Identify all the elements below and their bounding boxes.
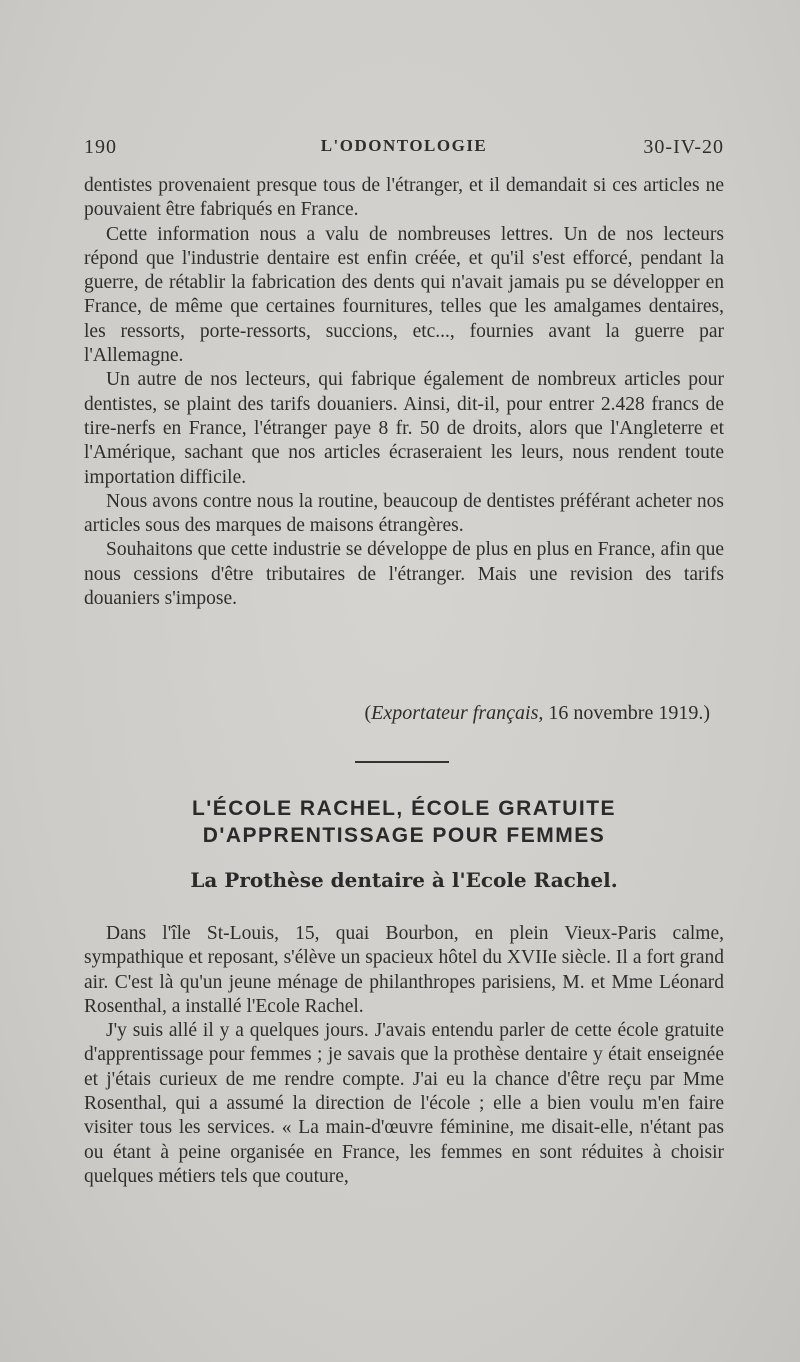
source-citation bbox=[84, 702, 710, 725]
paragraph: Dans l'île St-Louis, 15, quai Bourbon, en plein Vieux-Paris calme, sympathique et reposant, s'élève un spacieux hôtel du XVIIe siècle. Il a fort grand air. C'est là qu'un jeune ménage de philanthropes parisiens, M. et Mme Léonard Rosenthal, a installé l'Ecole Rachel. bbox=[84, 923, 724, 1017]
issue-date: 30-IV-20 bbox=[643, 136, 724, 158]
article-title-line-2: D'APPRENTISSAGE POUR FEMMES bbox=[202, 824, 606, 847]
source-date: 16 novembre 1919.) bbox=[543, 702, 710, 724]
paragraph: Souhaitons que cette industrie se développe de plus en plus en France, afin que nous cessions d'être tributaires de l'étranger. Mais une revision des tarifs douaniers s'impose. bbox=[84, 539, 724, 610]
paragraph: Cette information nous a valu de nombreuses lettres. Un de nos lecteurs répond que l'industrie dentaire est enfin créée, et qu'il s'est efforcé, pendant la guerre, de rétablir la fabrication des dents qui n'avait jamais pu se développer en France, de même que certaines fournitures, telles que les amalgames dentaires, les ressorts, porte-ressorts, succions, etc..., fournies avant la guerre par l'Allemagne. bbox=[84, 223, 724, 367]
paragraph: dentistes provenaient presque tous de l'étranger, et il demandait si ces articles ne pouvaient être fabriqués en France. bbox=[84, 175, 724, 221]
article-subtitle: La Prothèse dentaire à l'Ecole Rachel. bbox=[190, 868, 618, 892]
paragraph: Un autre de nos lecteurs, qui fabrique également de nombreux articles pour dentistes, se plaint des tarifs douaniers. Ainsi, dit-il, pour entrer 2.428 francs de tire-nerfs en France, l'étranger paye 8 fr. 50 de droits, alors que l'Angleterre et l'Amérique, sachant que nos articles écraseraient les leurs, nous rendent toute importation difficile. bbox=[84, 369, 724, 488]
article-body bbox=[84, 174, 724, 611]
page-number: 190 bbox=[84, 136, 117, 158]
journal-title: L'ODONTOLOGIE bbox=[320, 136, 488, 155]
paragraph: J'y suis allé il y a quelques jours. J'avais entendu parler de cette école gratuite d'apprentissage pour femmes ; je savais que la prothèse dentaire y était enseignée et j'étais curieux de me rendre compte. J'ai eu la chance d'être reçu par Mme Rosenthal, qui a assumé la direction de l'école ; elle a bien voulu m'en faire visiter tous les services. « La main-d'œuvre féminine, me disait-elle, n'étant pas ou étant à peine organisée en France, les femmes en sont réduites à choisir quelques métiers tels que couture, bbox=[84, 1020, 724, 1187]
paragraph: Nous avons contre nous la routine, beaucoup de dentistes préférant acheter nos articles sous des marques de maisons étrangères. bbox=[84, 490, 724, 537]
running-header bbox=[84, 136, 724, 164]
article-body-2 bbox=[84, 922, 724, 1189]
source-open: ( bbox=[364, 702, 372, 724]
article-title-line-1: L'ÉCOLE RACHEL, ÉCOLE GRATUITE bbox=[191, 797, 617, 820]
source-title: Exportateur français, bbox=[371, 702, 544, 724]
section-divider bbox=[355, 761, 449, 763]
